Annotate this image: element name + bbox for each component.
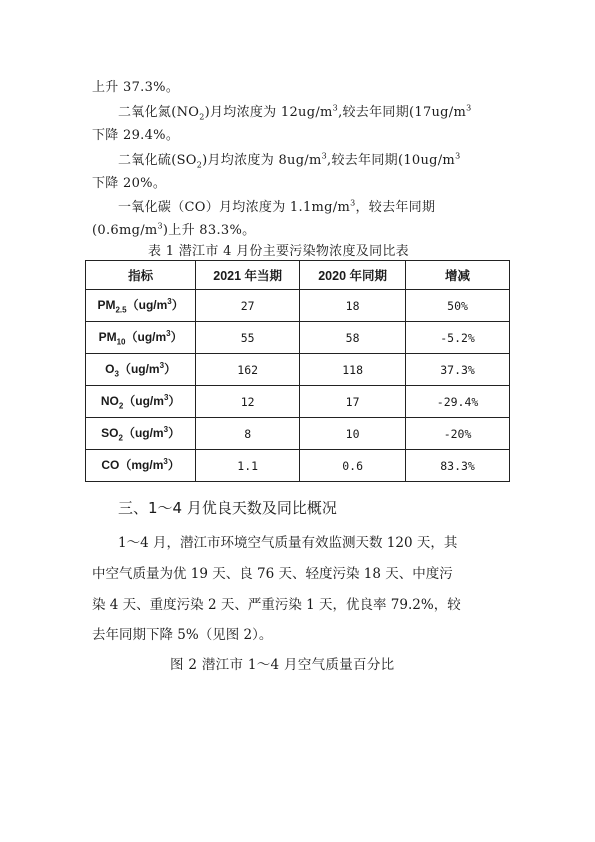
header-previous: 2020 年同期 — [300, 261, 406, 290]
metric-unit-superscript: 3 — [159, 361, 165, 371]
so2-text-b: )月均浓度为 8ug/m — [202, 153, 322, 168]
no2-subscript: 2 — [199, 112, 205, 122]
section3-line2: 中空气质量为优 19 天、良 76 天、轻度污染 18 天、中度污 — [92, 566, 453, 582]
previous-value-cell: 118 — [300, 354, 406, 386]
no2-text-c: ,较去年同期(17ug/m — [338, 105, 467, 120]
co-text-a: 一氧化碳（CO）月均浓度为 1.1mg/m — [118, 200, 351, 215]
change-value-cell: 83.3% — [406, 450, 510, 482]
change-value-cell: -5.2% — [406, 322, 510, 354]
header-metric: 指标 — [86, 261, 196, 290]
header-current: 2021 年当期 — [196, 261, 300, 290]
metric-unit-superscript: 3 — [163, 425, 169, 435]
so2-subscript: 2 — [196, 160, 203, 170]
table1-caption: 表 1 潜江市 4 月份主要污染物浓度及同比表 — [148, 244, 409, 259]
o3-paragraph-tail: 上升 37.3%。 — [92, 80, 180, 95]
metric-unit-superscript: 3 — [167, 297, 172, 307]
metric-unit: （ug/m — [125, 330, 167, 345]
metric-subscript: 2.5 — [115, 305, 127, 315]
metric-cell — [86, 290, 196, 322]
so2-paragraph-line2: 下降 20%。 — [92, 176, 167, 191]
so2-paragraph-line1 — [118, 149, 460, 170]
metric-unit-superscript: 3 — [163, 393, 169, 403]
metric-unit-close: ） — [164, 362, 177, 377]
so2-text-a: 二氧化硫(SO — [118, 153, 197, 168]
metric-cell — [86, 386, 196, 418]
metric-unit-superscript: 3 — [163, 457, 168, 467]
metric-unit-close: ） — [170, 330, 183, 345]
metric-cell — [86, 450, 196, 482]
metric-name: NO — [100, 394, 119, 409]
current-value-cell: 162 — [196, 354, 300, 386]
table-row — [86, 386, 510, 418]
metric-unit-close: ） — [168, 426, 181, 441]
metric-cell — [86, 354, 196, 386]
change-value-cell: 50% — [406, 290, 510, 322]
metric-unit-close: ） — [168, 394, 181, 409]
metric-unit-close: ） — [171, 298, 184, 313]
metric-name: SO — [101, 426, 119, 441]
table-row — [86, 418, 510, 450]
metric-name: PM — [97, 298, 116, 313]
no2-text-a: 二氧化氮(NO — [118, 105, 200, 120]
metric-name: O — [105, 362, 115, 377]
co-paragraph-line2 — [92, 219, 255, 238]
no2-superscript-2: 3 — [466, 103, 472, 113]
metric-subscript: 2 — [118, 433, 123, 443]
table-row — [86, 354, 510, 386]
header-change: 增减 — [406, 261, 510, 290]
metric-unit: （mg/m — [119, 458, 164, 473]
metric-unit: （ug/m — [122, 426, 164, 441]
no2-paragraph-line2: 下降 29.4%。 — [92, 128, 180, 143]
current-value-cell: 1.1 — [196, 450, 300, 482]
co-superscript-2: 3 — [157, 221, 163, 231]
table-header-row — [86, 261, 510, 290]
metric-name: PM — [98, 330, 117, 345]
change-value-cell: -20% — [406, 418, 510, 450]
metric-unit: （ug/m — [126, 298, 168, 313]
co-superscript: 3 — [350, 198, 356, 208]
current-value-cell: 27 — [196, 290, 300, 322]
change-value-cell: 37.3% — [406, 354, 510, 386]
section3-line3: 染 4 天、重度污染 2 天、严重污染 1 天，优良率 79.2%，较 — [92, 597, 461, 613]
previous-value-cell: 18 — [300, 290, 406, 322]
pollutant-table — [85, 260, 510, 482]
previous-value-cell: 10 — [300, 418, 406, 450]
no2-text-b: )月均浓度为 12ug/m — [204, 105, 333, 120]
current-value-cell: 55 — [196, 322, 300, 354]
metric-unit-superscript: 3 — [166, 329, 171, 339]
metric-subscript: 3 — [114, 369, 119, 379]
previous-value-cell: 58 — [300, 322, 406, 354]
metric-cell — [86, 322, 196, 354]
table-row — [86, 322, 510, 354]
co-text-b: ，较去年同期 — [355, 200, 436, 215]
current-value-cell: 12 — [196, 386, 300, 418]
no2-superscript: 3 — [332, 103, 339, 113]
previous-value-cell: 0.6 — [300, 450, 406, 482]
section3-line4: 去年同期下降 5%（见图 2）。 — [92, 627, 273, 643]
change-value-cell: -29.4% — [406, 386, 510, 418]
metric-cell — [86, 418, 196, 450]
so2-superscript-2: 3 — [455, 151, 461, 161]
metric-subscript: 2 — [118, 401, 124, 411]
current-value-cell: 8 — [196, 418, 300, 450]
so2-text-c: ,较去年同期(10ug/m — [327, 153, 456, 168]
co-text-c: (0.6mg/m — [92, 223, 158, 238]
section3-line1: 1～4 月，潜江市环境空气质量有效监测天数 120 天，其 — [118, 535, 458, 551]
metric-subscript: 10 — [116, 337, 126, 347]
section3-heading: 三、1～4 月优良天数及同比概况 — [118, 499, 337, 517]
table-row — [86, 290, 510, 322]
figure2-caption: 图 2 潜江市 1～4 月空气质量百分比 — [170, 657, 395, 673]
metric-unit: （ug/m — [118, 362, 160, 377]
metric-unit-close: ） — [167, 458, 180, 473]
co-text-d: )上升 83.3%。 — [162, 223, 256, 238]
co-paragraph-line1 — [118, 196, 435, 215]
metric-name: CO — [101, 458, 120, 473]
table-row — [86, 450, 510, 482]
metric-unit: （ug/m — [123, 394, 164, 409]
no2-paragraph-line1 — [118, 101, 472, 122]
previous-value-cell: 17 — [300, 386, 406, 418]
so2-superscript: 3 — [321, 151, 328, 161]
